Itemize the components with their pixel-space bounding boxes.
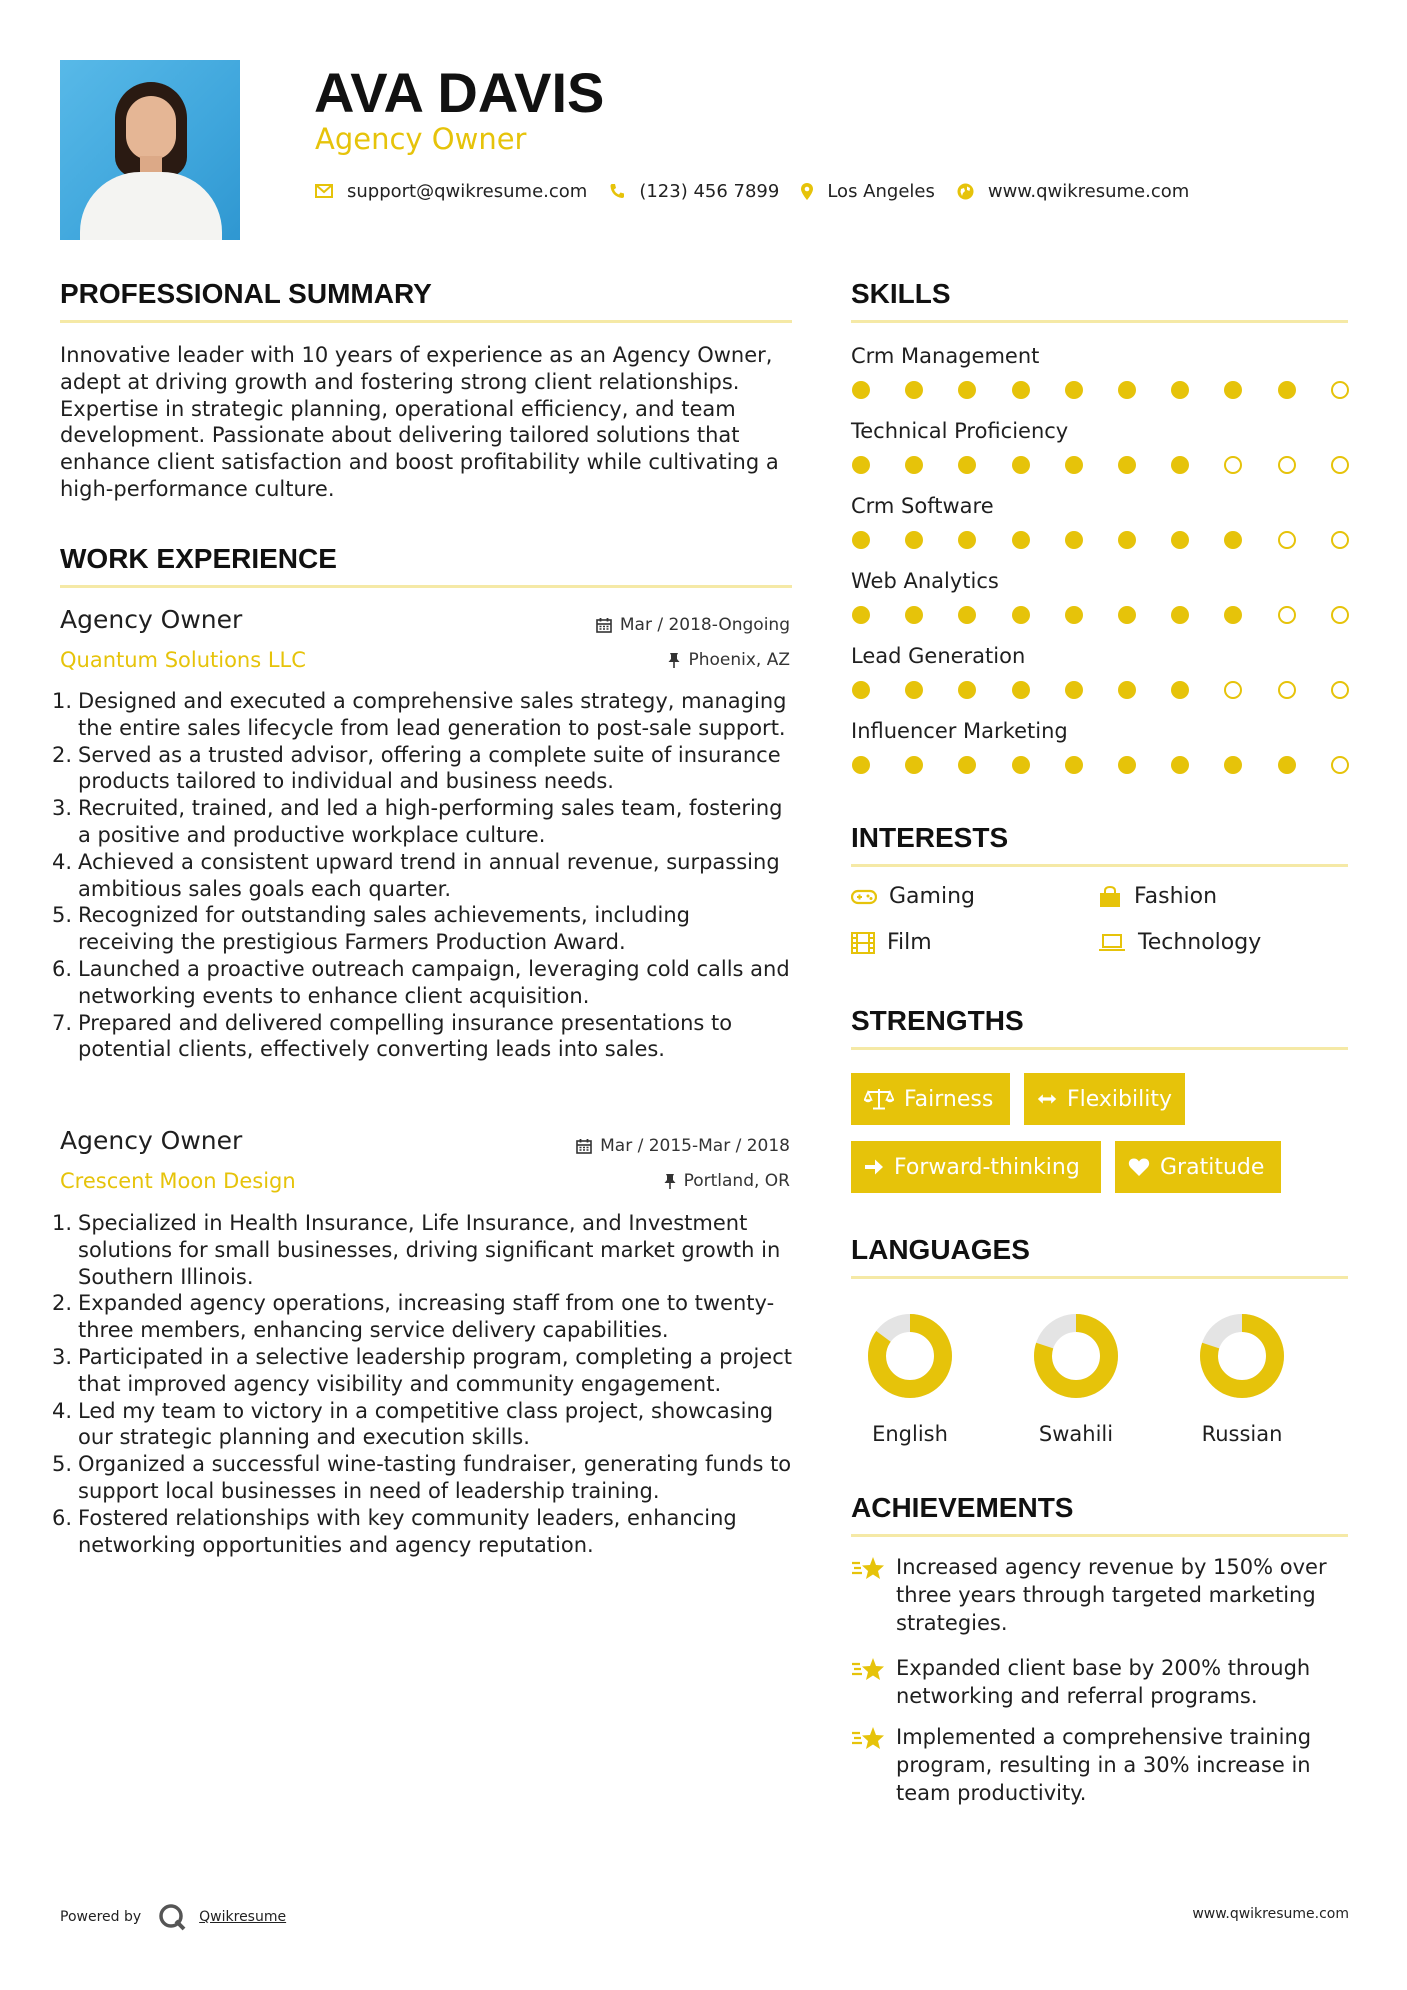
- rating-dot-filled: [1065, 606, 1083, 624]
- job-bullet: 3. Participated in a selective leadership program, completing a project that improved agency visibility and community engagement.: [52, 1344, 792, 1396]
- arrows-horizontal-icon: [1037, 1092, 1057, 1106]
- rating-dot-filled: [1012, 681, 1030, 699]
- globe-icon: [957, 183, 974, 200]
- interests-heading: INTERESTS: [851, 822, 1009, 853]
- language-donut: [866, 1312, 954, 1400]
- rating-dot-filled: [905, 381, 923, 399]
- skill-name: Web Analytics: [851, 569, 999, 593]
- rating-dot-filled: [1118, 381, 1136, 399]
- laptop-icon: [1098, 933, 1126, 953]
- rating-dot-filled: [905, 756, 923, 774]
- achievement-text: Implemented a comprehensive training program, resulting in a 30% increase in team productivity.: [896, 1725, 1312, 1805]
- rating-dot-filled: [1171, 681, 1189, 699]
- rating-dot-filled: [1065, 756, 1083, 774]
- achievement-item: [851, 1553, 1351, 1637]
- summary-rule: [60, 320, 792, 323]
- calendar-icon: [576, 1138, 592, 1154]
- job-date-text: Mar / 2018-Ongoing: [619, 615, 790, 635]
- pushpin-icon: [668, 652, 680, 668]
- phone-icon: [609, 183, 625, 199]
- shooting-star-icon: [851, 1555, 885, 1583]
- rating-dot-empty: [1331, 456, 1349, 474]
- rating-dot-filled: [1118, 756, 1136, 774]
- skill-rating: [851, 531, 1351, 551]
- strength-label: Fairness: [904, 1086, 994, 1112]
- rating-dot-empty: [1224, 456, 1242, 474]
- job-date: [576, 1136, 790, 1156]
- powered-by-text: Powered by: [60, 1909, 142, 1925]
- profile-photo: [60, 60, 240, 240]
- skill-rating: [851, 606, 1351, 626]
- contact-email-text: support@qwikresume.com: [347, 180, 588, 202]
- job-bullet: 4. Led my team to victory in a competitive class project, showcasing our strategic planning and execution skills.: [52, 1398, 774, 1450]
- language-item: [1187, 1312, 1297, 1446]
- rating-dot-filled: [1278, 756, 1296, 774]
- contact-phone-text: (123) 456 7899: [639, 180, 780, 202]
- achievement-text: Expanded client base by 200% through networking and referral programs.: [896, 1656, 1311, 1708]
- strength-gratitude: [1115, 1141, 1281, 1193]
- summary-text: Innovative leader with 10 years of experience as an Agency Owner, adept at driving growth and fostering strong client relationships. Expertise in strategic planning, operational efficiency, and team development. Passionate about delivering tailored solutions that enhance client satisfaction and boost profitability while cultivating a high-performance culture.: [60, 343, 779, 501]
- rating-dot-filled: [852, 381, 870, 399]
- contact-location-text: Los Angeles: [827, 180, 935, 202]
- rating-dot-filled: [1224, 756, 1242, 774]
- candidate-role: Agency Owner: [315, 122, 527, 156]
- rating-dot-filled: [958, 531, 976, 549]
- candidate-name: AVA DAVIS: [314, 61, 605, 124]
- skill-name: Technical Proficiency: [851, 419, 1069, 443]
- job-location-text: Phoenix, AZ: [688, 650, 790, 670]
- arrow-right-icon: [864, 1158, 884, 1176]
- job-bullet: 5. Organized a successful wine-tasting fundraiser, generating funds to support local businesses in need of leadership training.: [52, 1452, 792, 1503]
- rating-dot-filled: [1118, 531, 1136, 549]
- rating-dot-filled: [958, 381, 976, 399]
- rating-dot-filled: [905, 456, 923, 474]
- job-bullet: 5. Recognized for outstanding sales achievements, including receiving the prestigious Farmers Production Award.: [52, 903, 691, 955]
- job-bullet: 6. Launched a proactive outreach campaign, leveraging cold calls and networking events to enhance client acquisition.: [52, 956, 790, 1008]
- experience-rule: [60, 585, 792, 588]
- qwikresume-logo-icon: [157, 1902, 187, 1932]
- contact-website-text: www.qwikresume.com: [987, 180, 1190, 202]
- rating-dot-empty: [1331, 606, 1349, 624]
- job-bullets: [52, 688, 792, 1063]
- rating-dot-filled: [1065, 531, 1083, 549]
- rating-dot-filled: [1065, 456, 1083, 474]
- rating-dot-filled: [1012, 606, 1030, 624]
- shopping-bag-icon: [1098, 886, 1122, 908]
- rating-dot-empty: [1278, 456, 1296, 474]
- interest-film: [851, 930, 932, 955]
- languages-heading: LANGUAGES: [851, 1234, 1030, 1265]
- rating-dot-filled: [1224, 381, 1242, 399]
- rating-dot-filled: [852, 456, 870, 474]
- rating-dot-filled: [1224, 606, 1242, 624]
- contact-bar: [315, 178, 1211, 204]
- language-name: English: [872, 1422, 948, 1446]
- rating-dot-filled: [1118, 681, 1136, 699]
- rating-dot-empty: [1278, 681, 1296, 699]
- interest-label: Gaming: [889, 884, 975, 909]
- rating-dot-filled: [852, 756, 870, 774]
- job-title: Agency Owner: [60, 1126, 243, 1155]
- strength-forward-thinking: [851, 1141, 1101, 1193]
- strengths-heading: STRENGTHS: [851, 1005, 1024, 1036]
- language-donut: [1032, 1312, 1120, 1400]
- job-bullet: 1. Designed and executed a comprehensive sales strategy, managing the entire sales lifecycle from lead generation to post-sale support.: [52, 689, 787, 740]
- rating-dot-empty: [1331, 756, 1349, 774]
- rating-dot-empty: [1278, 531, 1296, 549]
- summary-heading: PROFESSIONAL SUMMARY: [60, 278, 432, 309]
- job-location-text: Portland, OR: [683, 1171, 790, 1191]
- rating-dot-filled: [958, 456, 976, 474]
- interest-label: Technology: [1138, 930, 1262, 955]
- job-bullets: [52, 1210, 792, 1558]
- footer-powered-by: [60, 1902, 286, 1932]
- rating-dot-filled: [1012, 531, 1030, 549]
- calendar-icon: [596, 617, 612, 633]
- job-bullet: 7. Prepared and delivered compelling insurance presentations to potential clients, effectively converting leads into sales.: [52, 1010, 733, 1062]
- rating-dot-empty: [1278, 606, 1296, 624]
- shooting-star-icon: [851, 1656, 885, 1684]
- interest-technology: [1098, 930, 1261, 955]
- job-date: [596, 615, 790, 635]
- skill-rating: [851, 756, 1351, 776]
- job-bullet: 2. Expanded agency operations, increasing staff from one to twenty-three members, enhancing service delivery capabilities.: [52, 1291, 775, 1343]
- job-location: [664, 1171, 790, 1191]
- achievement-text: Increased agency revenue by 150% over three years through targeted marketing strategies.: [896, 1555, 1327, 1635]
- rating-dot-filled: [1171, 456, 1189, 474]
- job-date-text: Mar / 2015-Mar / 2018: [600, 1136, 790, 1156]
- job-bullet: 4. Achieved a consistent upward trend in annual revenue, surpassing ambitious sales goals each quarter.: [52, 849, 780, 901]
- language-name: Swahili: [1038, 1422, 1114, 1446]
- contact-email[interactable]: [315, 181, 587, 202]
- shooting-star-icon: [851, 1725, 885, 1753]
- qwikresume-link[interactable]: Qwikresume: [199, 1909, 287, 1925]
- rating-dot-filled: [1012, 756, 1030, 774]
- rating-dot-filled: [1118, 456, 1136, 474]
- rating-dot-empty: [1331, 681, 1349, 699]
- rating-dot-filled: [1065, 681, 1083, 699]
- interest-fashion: [1098, 884, 1217, 909]
- rating-dot-filled: [1065, 381, 1083, 399]
- heart-icon: [1128, 1157, 1150, 1177]
- map-pin-icon: [801, 183, 813, 200]
- skill-rating: [851, 381, 1351, 401]
- skill-rating: [851, 681, 1351, 701]
- job-bullet: 6. Fostered relationships with key community leaders, enhancing networking opportunities and agency reputation.: [52, 1505, 737, 1557]
- rating-dot-filled: [1171, 381, 1189, 399]
- strength-fairness: [851, 1073, 1010, 1125]
- contact-location: [801, 181, 935, 202]
- job-location: [668, 650, 790, 670]
- strength-label: Gratitude: [1160, 1154, 1265, 1180]
- job-bullet: 2. Served as a trusted advisor, offering a complete suite of insurance products tailored to individual and business needs.: [52, 742, 781, 794]
- job-title: Agency Owner: [60, 605, 243, 634]
- contact-website[interactable]: [957, 181, 1189, 202]
- achievements-rule: [851, 1534, 1348, 1537]
- rating-dot-filled: [1012, 381, 1030, 399]
- skills-rule: [851, 320, 1348, 323]
- skill-name: Crm Management: [851, 344, 1040, 368]
- job-company: Quantum Solutions LLC: [60, 648, 306, 672]
- rating-dot-filled: [1224, 531, 1242, 549]
- language-item: [855, 1312, 965, 1446]
- languages-rule: [851, 1276, 1348, 1279]
- rating-dot-filled: [1171, 606, 1189, 624]
- achievements-heading: ACHIEVEMENTS: [851, 1492, 1074, 1523]
- strengths-rule: [851, 1047, 1348, 1050]
- language-donut: [1198, 1312, 1286, 1400]
- rating-dot-empty: [1331, 381, 1349, 399]
- rating-dot-filled: [1012, 456, 1030, 474]
- envelope-icon: [315, 184, 333, 198]
- achievement-item: [851, 1654, 1351, 1710]
- skill-name: Lead Generation: [851, 644, 1026, 668]
- job-bullet: 3. Recruited, trained, and led a high-performing sales team, fostering a positive and productive workplace culture.: [52, 796, 783, 847]
- skill-rating: [851, 456, 1351, 476]
- interest-gaming: [851, 884, 975, 909]
- strength-flexibility: [1024, 1073, 1185, 1125]
- interest-label: Fashion: [1134, 884, 1218, 909]
- rating-dot-filled: [1278, 381, 1296, 399]
- rating-dot-empty: [1331, 531, 1349, 549]
- strength-label: Flexibility: [1067, 1086, 1172, 1112]
- footer-website[interactable]: www.qwikresume.com: [1192, 1906, 1349, 1922]
- language-name: Russian: [1201, 1422, 1283, 1446]
- job-bullet: 1. Specialized in Health Insurance, Life Insurance, and Investment solutions for small businesses, driving significant market growth in Southern Illinois.: [52, 1211, 781, 1289]
- rating-dot-filled: [905, 606, 923, 624]
- experience-heading: WORK EXPERIENCE: [60, 543, 337, 574]
- skill-name: Influencer Marketing: [851, 719, 1068, 743]
- strength-label: Forward-thinking: [894, 1154, 1080, 1180]
- rating-dot-filled: [852, 531, 870, 549]
- achievement-item: [851, 1723, 1351, 1807]
- language-item: [1021, 1312, 1131, 1446]
- rating-dot-empty: [1224, 681, 1242, 699]
- job-company: Crescent Moon Design: [60, 1169, 296, 1193]
- rating-dot-filled: [1171, 756, 1189, 774]
- rating-dot-filled: [852, 681, 870, 699]
- rating-dot-filled: [852, 606, 870, 624]
- rating-dot-filled: [1118, 606, 1136, 624]
- rating-dot-filled: [958, 756, 976, 774]
- rating-dot-filled: [958, 681, 976, 699]
- skills-heading: SKILLS: [851, 278, 951, 309]
- pushpin-icon: [664, 1173, 676, 1189]
- film-icon: [851, 932, 875, 954]
- interests-rule: [851, 864, 1348, 867]
- balance-scale-icon: [864, 1088, 894, 1110]
- rating-dot-filled: [958, 606, 976, 624]
- rating-dot-filled: [1171, 531, 1189, 549]
- gamepad-icon: [851, 889, 877, 905]
- rating-dot-filled: [905, 531, 923, 549]
- skill-name: Crm Software: [851, 494, 994, 518]
- rating-dot-filled: [905, 681, 923, 699]
- interest-label: Film: [887, 930, 932, 955]
- contact-phone[interactable]: [609, 181, 779, 202]
